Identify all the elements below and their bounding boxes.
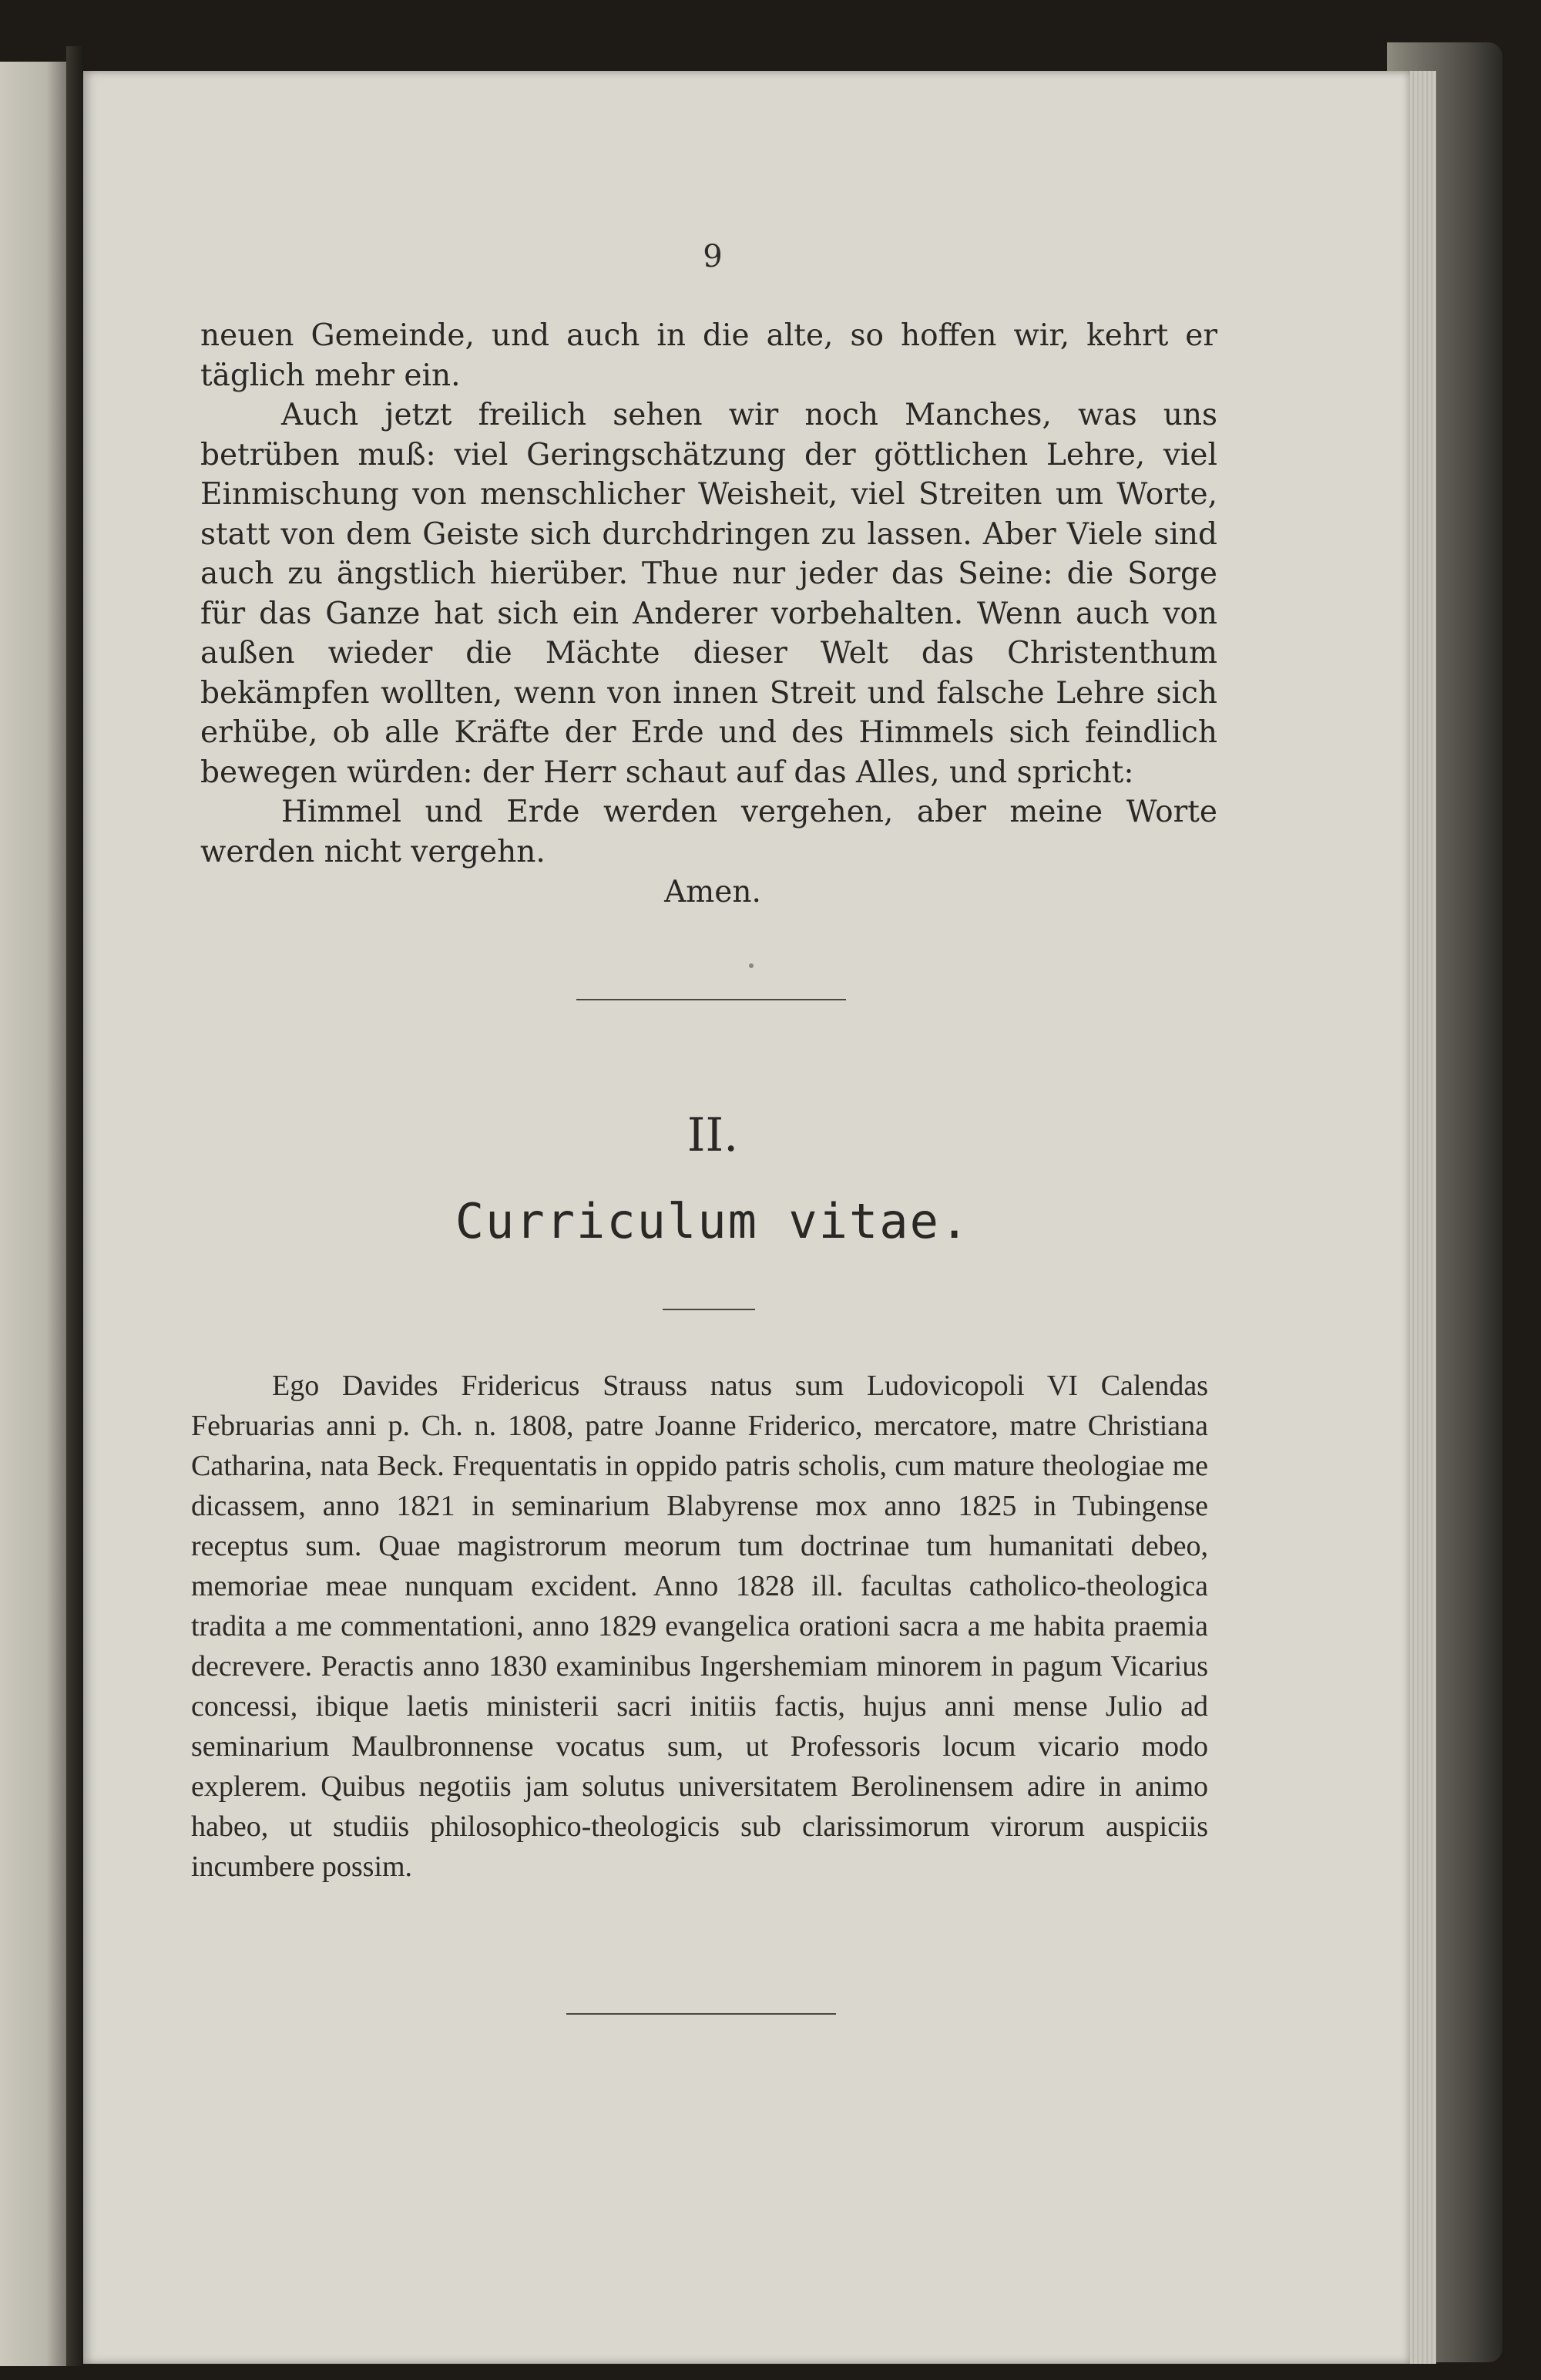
curriculum-vitae-text — [191, 1366, 1208, 1887]
sermon-closing: Amen. — [664, 875, 761, 909]
section-title: Curriculum vitae. — [455, 1193, 971, 1249]
sermon-paragraph-2: Auch jetzt freilich sehen wir noch Manches, was uns betrüben muß: viel Geringschätzung der göttlichen Lehre, viel Einmischung von menschlicher Weisheit, viel Streiten um Worte, statt von dem Geiste sich durchdringen zu lassen. Aber Viele sind auch zu ängstlich hierüber. Thue nur jeder das Seine: die Sorge für das Ganze hat sich ein Anderer vorbehalten. Wenn auch von außen wieder die Mächte dieser Welt das Christenthum bekämpfen wollten, wenn von innen Streit und falsche Lehre sich erhübe, ob alle Kräfte der Erde und des Himmels sich feindlich bewegen würden: der Herr schaut auf das Alles, und spricht: — [200, 398, 1217, 790]
sermon-text — [200, 316, 1217, 872]
vita-paragraph: Ego Davides Fridericus Strauss natus sum Ludovicopoli VI Calendas Februarias anni p. Ch. n. 1808, patre Joanne Friderico, mercatore, matre Christiana Catharina, nata Beck. Frequentatis in oppido patris scholis, cum mature theologiae me dicassem, anno 1821 in seminarium Blabyrense mox anno 1825 in Tubingense receptus sum. Quae magistrorum meorum tum doctrinae tum humanitati debeo, memoriae meae nunquam excident. Anno 1828 ill. facultas catholico-theologica tradita a me commentationi, anno 1829 evangelica orationi sacra a me habita praemia decrevere. Peractis anno 1830 examinibus Ingershemiam minorem in pagum Vicarius concessi, ibique laetis ministerii sacri initiis factis, hujus anni mense Julio ad seminarium Maulbronnense vocatus sum, ut Professoris locum vicario modo explerem. Quibus negotiis jam solutus universitatem Berolinensem adire in animo habeo, ut studiis philosophico-theologicis sub clarissimorum virorum auspiciis incumbere possim. — [191, 1370, 1208, 1883]
title-underline — [663, 1309, 755, 1310]
end-divider — [566, 2013, 836, 2015]
sermon-paragraph-1: neuen Gemeinde, und auch in die alte, so hoffen wir, kehrt er täglich mehr ein. — [200, 318, 1217, 393]
page-number: 9 — [703, 239, 723, 274]
sermon-paragraph-3: Himmel und Erde werden vergehen, aber meine Worte werden nicht vergehn. — [200, 795, 1217, 869]
section-number: II. — [687, 1108, 739, 1162]
paper-speck — [749, 963, 754, 968]
section-divider — [576, 999, 846, 1000]
